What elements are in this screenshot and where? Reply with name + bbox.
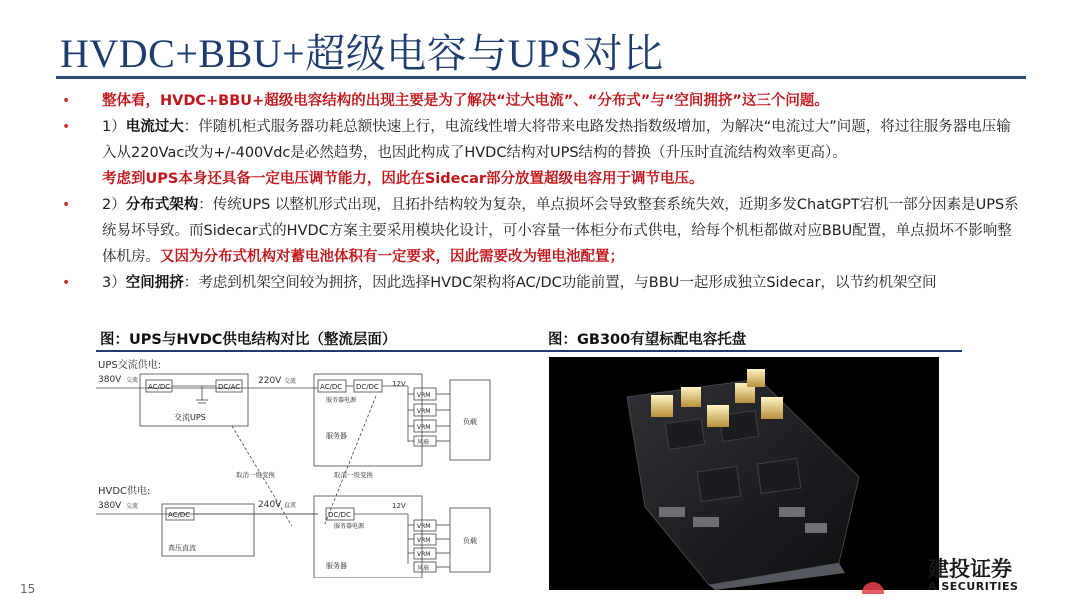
bullet-body: ：考虑到机架空间较为拥挤，因此选择HVDC架构将AC/DC功能前置，与BBU一起形成独立Sidecar，以节约机架空间 [183, 275, 937, 291]
ups-rectifier: AC/DC [148, 383, 171, 391]
hvdc-title: HVDC供电: [98, 486, 151, 497]
hvdc-input-voltage: 380V [98, 501, 122, 511]
bullet-body: ：传统UPS 以整机形式出现，且拓扑结构较为复杂，单点损坏会导致整套系统失效，近期多发ChatGPT宕机一部分因素是UPS系统易坏导致。而Sidecar式的HVDC方案主要采用模块化设计，可小容量一体柜分布式供电，给每个机柜都做对应BBU配置，单点损坏不影响整体机房。 [102, 197, 1019, 265]
bullet-distributed [62, 192, 1022, 270]
hvdc-rail-voltage: 12V [392, 502, 406, 510]
vrm-5: VRM [417, 537, 431, 544]
page-title: HVDC+BBU+超级电容与UPS对比 [60, 31, 664, 76]
bullet-dot-icon: • [62, 275, 71, 291]
hvdc-output-voltage: 240V [258, 500, 282, 510]
bullet-dot-icon: • [62, 197, 71, 213]
hvdc-server-label: 服务器 [326, 562, 347, 570]
page-number: 15 [20, 582, 36, 596]
ups-input-type: 交流 [126, 377, 139, 384]
ups-inverter: DC/AC [218, 383, 241, 391]
capacitor-tray-photo [549, 357, 939, 590]
bullet-dot-icon: • [62, 93, 71, 109]
hvdc-input-type: 交流 [126, 503, 139, 510]
title-underline [56, 76, 1026, 79]
bullet-heading: 空间拥挤 [125, 275, 184, 291]
bullet-highlight: 又因为分布式机构对蓄电池体积有一定要求，因此需要改为锂电池配置； [160, 249, 624, 265]
hvdc-output-type: 直流 [284, 502, 297, 509]
ups-box-label: 交流UPS [174, 413, 206, 422]
vrm-2: VRM [417, 408, 431, 415]
bullet-list [62, 88, 1022, 296]
psu-ac-dc: AC/DC [320, 383, 343, 391]
bullet-overview [62, 88, 1022, 114]
psu-label: 服务器电源 [326, 397, 357, 404]
figure-caption-left: 图：UPS与HVDC供电结构对比（整流层面） [100, 332, 397, 348]
gb300-tray-image [549, 357, 939, 590]
bullet-body: ：伴随机柜式服务器功耗总额快速上行，电流线性增大将带来电路发热指数级增加，为解决“电流过大”问题，将过往服务器电压输入从220Vac改为+/-400Vdc是必然趋势，也因此构成了HVDC结构对UPS结构的替换（升压时直流结构效率更高）。 [102, 119, 1011, 161]
bullet-current [62, 114, 1022, 192]
server-label: 服务器 [326, 432, 347, 440]
figure-caption-right: 图：GB300有望标配电容托盘 [548, 332, 747, 348]
broker-name-en: A SECURITIES [928, 580, 1019, 593]
cancel-label-left: 取消一级变换 [236, 471, 275, 479]
hvdc-rectifier: AC/DC [168, 511, 191, 519]
ups-output-voltage: 220V [258, 376, 282, 386]
vrm-6: VRM [417, 551, 431, 558]
fan-1: 风扇 [417, 439, 430, 446]
ups-input-voltage: 380V [98, 375, 122, 385]
vrm-3: VRM [417, 424, 431, 431]
bullet-number: 1） [102, 119, 126, 135]
load-1: 负载 [463, 418, 477, 426]
caption-divider [96, 350, 962, 352]
bullet-number: 2） [102, 197, 126, 213]
cancel-label-right: 取消一级变换 [334, 471, 373, 479]
psu-dc-dc: DC/DC [356, 383, 379, 391]
bullet-heading: 电流过大 [125, 119, 184, 135]
ups-title: UPS交流供电: [98, 360, 162, 371]
fan-2: 风扇 [417, 565, 430, 572]
hvdc-psu-dc-dc: DC/DC [328, 511, 351, 519]
bullet-dot-icon: • [62, 119, 71, 135]
hvdc-psu-label: 服务器电源 [334, 523, 365, 530]
load-2: 负载 [463, 537, 477, 545]
vrm-1: VRM [417, 392, 431, 399]
overview-text: 整体看，HVDC+BBU+超级电容结构的出现主要是为了解决“过大电流”、“分布式”与“空间拥挤”这三个问题。 [102, 93, 829, 109]
ups-rail-voltage: 12V [392, 380, 406, 388]
ups-output-type: 交流 [284, 378, 297, 385]
bullet-space [62, 270, 1022, 296]
broker-name-cn: 建投证券 [928, 557, 1012, 581]
bullet-heading: 分布式架构 [125, 197, 199, 213]
power-supply-diagram [96, 356, 528, 578]
bullet-highlight: 考虑到UPS本身还具备一定电压调节能力，因此在Sidecar部分放置超级电容用于调节电压。 [102, 171, 704, 187]
vrm-4: VRM [417, 523, 431, 530]
bullet-number: 3） [102, 275, 126, 291]
hvdc-box-label: 高压直流 [168, 544, 196, 552]
